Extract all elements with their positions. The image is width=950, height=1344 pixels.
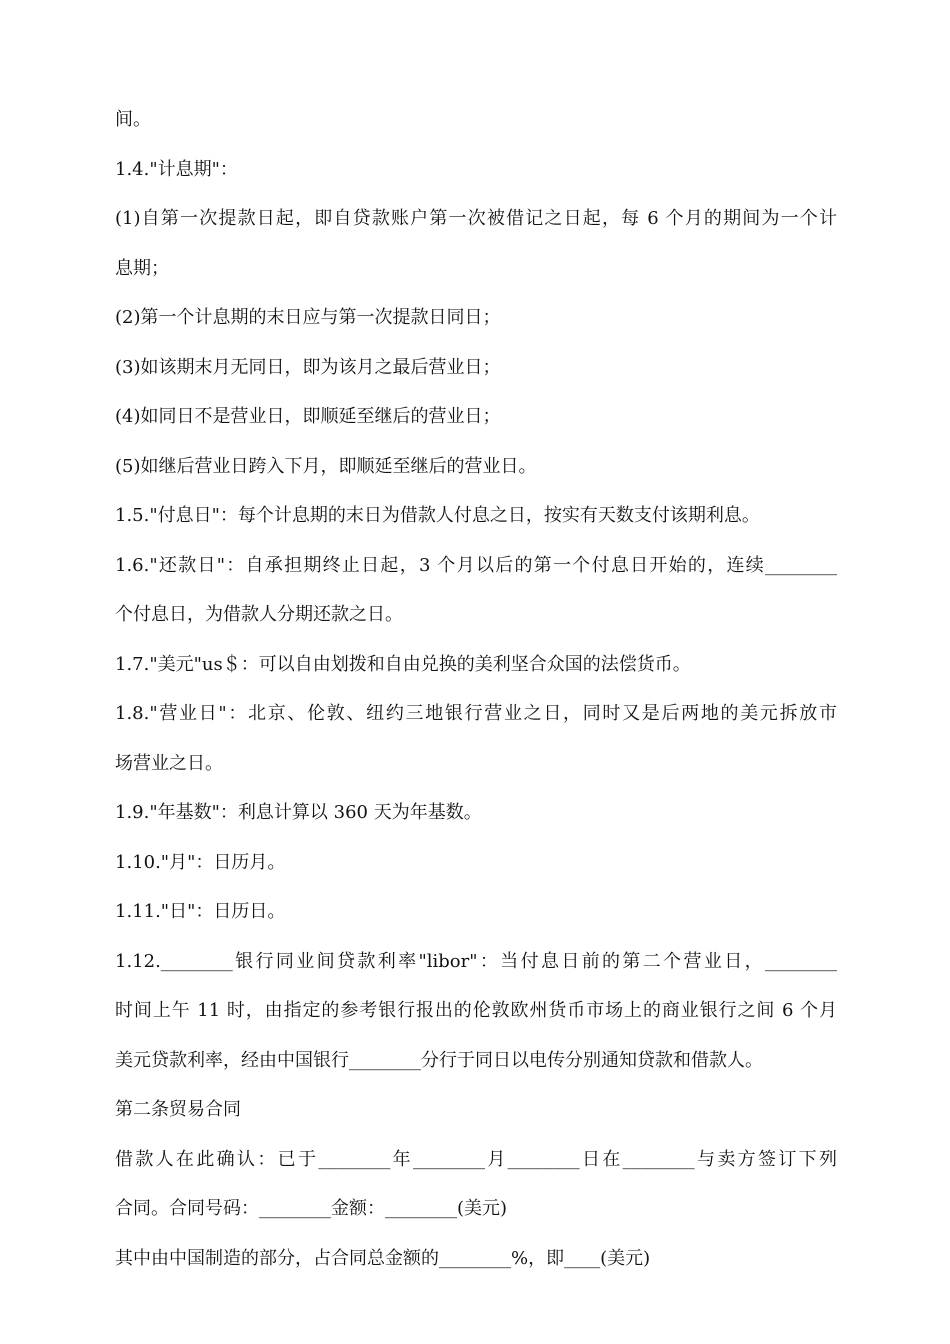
text-line: 时间上午 11 时，由指定的参考银行报出的伦敦欧州货币市场上的商业银行之间 6 个月 bbox=[115, 1000, 837, 1021]
text-line: 1.10."月"：日历月。 bbox=[115, 851, 286, 873]
text-line: (1)自第一次提款日起，即自贷款账户第一次被借记之日起，每 6 个月的期间为一个计 bbox=[115, 208, 837, 229]
text-line: (3)如该期末月无同日，即为该月之最后营业日； bbox=[115, 356, 501, 378]
text-line: 1.4."计息期"： bbox=[115, 158, 238, 180]
text-line: 个付息日，为借款人分期还款之日。 bbox=[115, 604, 403, 625]
text-line: 1.8."营业日"：北京、伦敦、纽约三地银行营业之日，同时又是后两地的美元拆放市 bbox=[115, 703, 837, 724]
text-line: (4)如同日不是营业日，即顺延至继后的营业日； bbox=[115, 406, 501, 427]
document-body bbox=[115, 95, 837, 1283]
text-line: 美元贷款利率，经由中国银行________分行于同日以电传分别通知贷款和借款人。 bbox=[115, 1049, 763, 1071]
text-line: 第二条贸易合同 bbox=[115, 1099, 241, 1120]
text-line: 1.7."美元"us＄：可以自由划拨和自由兑换的美利坚合众国的法偿货币。 bbox=[115, 653, 691, 675]
text-line: 1.6."还款日"：自承担期终止日起，3 个月以后的第一个付息日开始的，连续________ bbox=[115, 554, 837, 576]
text-line: 1.11."日"：日历日。 bbox=[115, 901, 286, 922]
text-line: (5)如继后营业日跨入下月，即顺延至继后的营业日。 bbox=[115, 455, 537, 477]
text-line: 场营业之日。 bbox=[115, 752, 223, 774]
text-line: 借款人在此确认：已于________年________月________日在________与卖方签订下列 bbox=[115, 1148, 837, 1170]
text-line: (2)第一个计息期的末日应与第一次提款日同日； bbox=[115, 307, 501, 328]
text-line: 1.12.________银行同业间贷款利率"libor"：当付息日前的第二个营业日，________ bbox=[115, 950, 837, 972]
text-line: 1.9."年基数"：利息计算以 360 天为年基数。 bbox=[115, 802, 482, 823]
text-line: 其中由中国制造的部分，占合同总金额的________%，即____(美元) bbox=[115, 1247, 651, 1269]
text-line: 1.5."付息日"：每个计息期的末日为借款人付息之日，按实有天数支付该期利息。 bbox=[115, 505, 760, 526]
text-line: 息期； bbox=[115, 257, 169, 279]
text-line: 合同。合同号码：________金额：________(美元) bbox=[115, 1198, 508, 1219]
text-line: 间。 bbox=[115, 109, 151, 130]
